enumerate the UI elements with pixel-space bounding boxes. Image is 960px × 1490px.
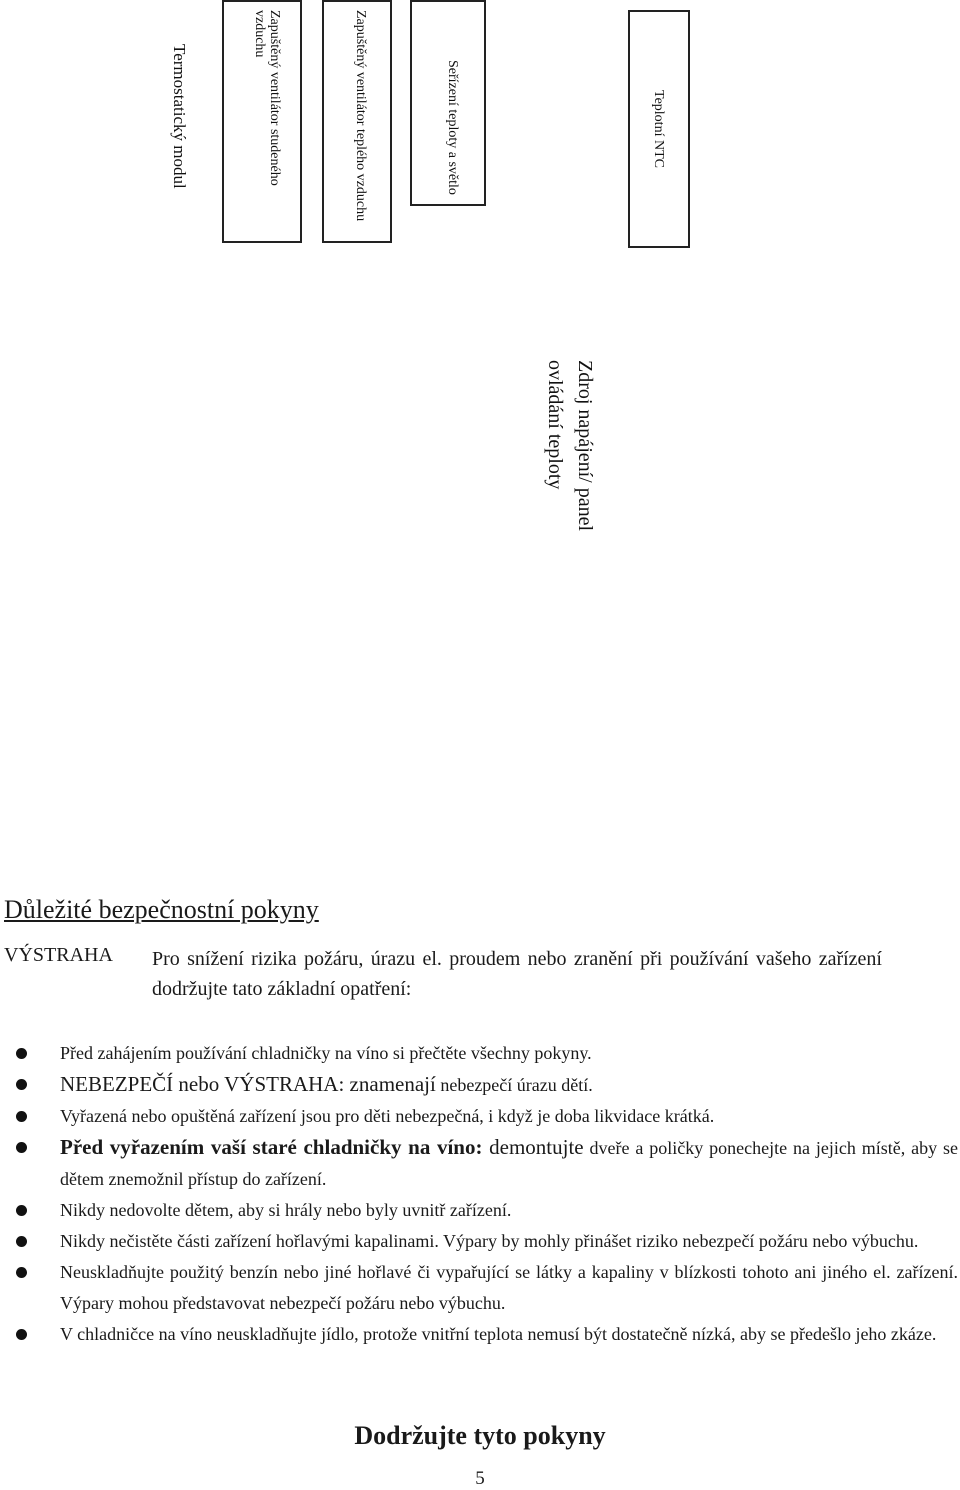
list-item: Nikdy nečistěte části zařízení hořlavými kapalinami. Výpary by mohly přinášet riziko nebezpečí požáru nebo výbuchu. bbox=[0, 1226, 958, 1257]
box-ntc bbox=[628, 10, 690, 248]
list-item: Vyřazená nebo opuštěná zařízení jsou pro děti nebezpečná, i když je doba likvidace krátká. bbox=[0, 1101, 958, 1132]
bullet-icon bbox=[16, 1111, 27, 1122]
bullet-icon bbox=[16, 1205, 27, 1216]
label-thermostat-module: Termostatický modul bbox=[170, 44, 189, 189]
label-cold-fan: Zapuštěný ventilátor studeného vzduchu bbox=[252, 10, 282, 186]
list-item: Před vyřazením vaší staré chladničky na víno: demontujte dveře a poličky ponechejte na jejich místě, aby se dětem znemožnil přístup do zařízení. bbox=[0, 1132, 958, 1195]
label-temp-light: Seřízení teploty a světlo bbox=[445, 60, 460, 195]
safety-list bbox=[0, 1038, 960, 1350]
warning-label: VÝSTRAHA bbox=[4, 944, 113, 966]
label-ntc: Teplotní NTC bbox=[651, 90, 666, 168]
list-item: Před zahájením používání chladničky na víno si přečtěte všechny pokyny. bbox=[0, 1038, 958, 1069]
bullet-icon bbox=[16, 1329, 27, 1340]
footer-title: Dodržujte tyto pokyny bbox=[354, 1421, 606, 1450]
bullet-icon bbox=[16, 1236, 27, 1247]
bullet-icon bbox=[16, 1142, 27, 1153]
list-item: Nikdy nedovolte dětem, aby si hrály nebo byly uvnitř zařízení. bbox=[0, 1195, 958, 1226]
page-number: 5 bbox=[475, 1468, 485, 1489]
page-title: Důležité bezpečnostní pokyny bbox=[4, 895, 319, 924]
list-item: V chladničce na víno neuskladňujte jídlo, protože vnitřní teplota nemusí být dostatečně nízká, aby se předešlo jeho zkáze. bbox=[0, 1319, 958, 1350]
list-item: NEBEZPEČÍ nebo VÝSTRAHA: znamenají nebezpečí úrazu dětí. bbox=[0, 1069, 958, 1101]
box-warm-fan bbox=[322, 0, 392, 243]
bullet-icon bbox=[16, 1267, 27, 1278]
warning-text: Pro snížení rizika požáru, úrazu el. proudem nebo zranění při používání vašeho zařízení dodržujte tato základní opatření: bbox=[152, 948, 882, 1000]
label-power-panel: Zdroj napájení/ panel ovládání teploty bbox=[544, 360, 596, 532]
label-warm-fan: Zapuštěný ventilátor teplého vzduchu bbox=[353, 10, 368, 222]
list-item: Neuskladňujte použitý benzín nebo jiné hořlavé či vypařující se látky a kapaliny v blízkosti tohoto ani jiného el. zařízení. Výpary mohou představovat nebezpečí požáru nebo výbuchu. bbox=[0, 1257, 958, 1319]
bullet-icon bbox=[16, 1048, 27, 1059]
box-cold-fan bbox=[222, 0, 302, 243]
box-temp-light bbox=[410, 0, 486, 206]
bullet-icon bbox=[16, 1079, 27, 1090]
